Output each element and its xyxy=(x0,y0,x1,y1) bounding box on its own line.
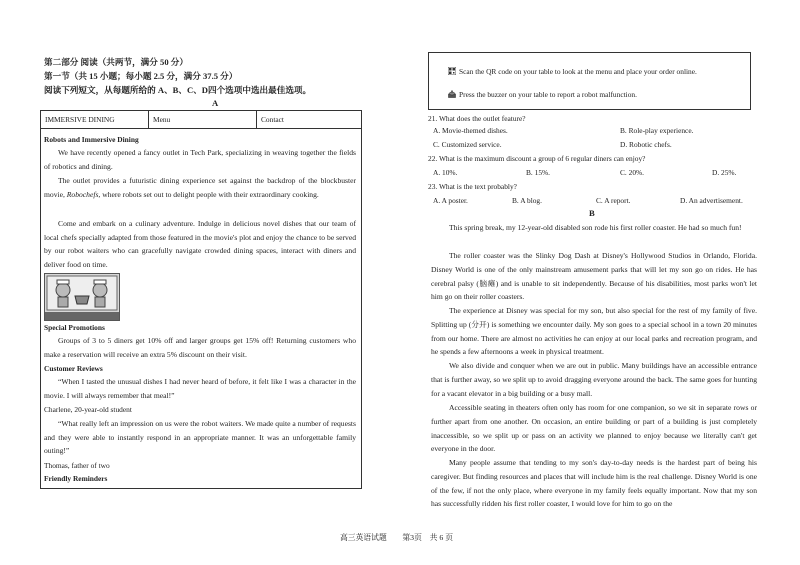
nav-item-immersive-dining: IMMERSIVE DINING xyxy=(45,115,115,124)
ad-title-reviews: Customer Reviews xyxy=(44,364,103,373)
question-23-option-a: A. A poster. xyxy=(433,196,468,205)
robot-chefs-image xyxy=(44,273,120,321)
ad-title-robots: Robots and Immersive Dining xyxy=(44,135,139,144)
question-22-stem: 22. What is the maximum discount a group of 6 regular diners can enjoy? xyxy=(428,154,646,163)
ad-title-promotions: Special Promotions xyxy=(44,323,105,332)
nav-item-contact: Contact xyxy=(261,115,284,124)
passage-b-paragraph-2: The roller coaster was the Slinky Dog Dash at Disney's Hollywood Studios in Orlando, Florida. Disney World is one of the only mainstream amusement parks that will let my son go on rides. He has cerebral palsy (脑瘫) and is unable to sit independently. Because of his disabilities, most parks won't let him go on their roller coasters. xyxy=(431,251,757,302)
passage-b-label: B xyxy=(589,208,595,218)
question-22-option-a: A. 10%. xyxy=(433,168,458,177)
nav-item-menu: Menu xyxy=(153,115,171,124)
question-23-option-b: B. A blog. xyxy=(512,196,542,205)
passage-b-paragraph-4: We also divide and conquer when we are out in public. Many buildings have an accessible entrance that is further away, so we split up to avoid dragging everyone around the back. The same goes for hunting for a vacant elevator in a big building or a busy mall. xyxy=(431,361,757,398)
passage-b-paragraph-3: The experience at Disney was special for my son, but also special for the rest of my family of five. Splitting up (分开) is something we encounter daily. My son goes to a special school in a town 20 minutes from our home. There are almost no activities he can enjoy at our local parks and recreation program, and he spends a few afternoons a week in physical treatment. xyxy=(431,306,757,357)
question-23-option-c: C. A report. xyxy=(596,196,631,205)
question-23-option-d: D. An advertisement. xyxy=(680,196,743,205)
passage-b-paragraph-5: Accessible seating in theaters often only has room for one companion, so we sit in separate rows or further apart from one another. On occasion, an entire building or part of a building is just completely inaccessible, so we split up or pass on an activity we planned to enjoy because we literally can't get everyone in the door. xyxy=(431,403,757,454)
section-sub-heading: 第一节（共 15 小题；每小题 2.5 分，满分 37.5 分） xyxy=(44,71,238,81)
question-22-option-d: D. 25%. xyxy=(712,168,737,177)
ad-title-reminders: Friendly Reminders xyxy=(44,474,108,483)
reminder-qr: Scan the QR code on your table to look at the menu and place your order online. xyxy=(448,67,697,76)
review-charlene: “When I tasted the unusual dishes I had never heard of before, it felt like I was a character in the movie. I will always remember that meal!” xyxy=(44,377,356,400)
question-22-option-c: C. 20%. xyxy=(620,168,645,177)
qr-code-icon xyxy=(448,67,456,75)
page-footer: 高三英语试题 第3页 共 6 页 xyxy=(340,533,454,542)
passage-b-paragraph-1: This spring break, my 12-year-old disabled son rode his first roller coaster. He had so much fun! xyxy=(449,223,742,232)
section-instruction: 阅读下列短文，从每题所给的 A、B、C、D四个选项中选出最佳选项。 xyxy=(44,85,312,95)
ad-paragraph-promotions: Groups of 3 to 5 diners get 10% off and larger groups get 15% off! Returning customers who make a reservation will receive an extra 5% discount on their visit. xyxy=(44,336,356,359)
question-21-option-d: D. Robotic chefs. xyxy=(620,140,672,149)
review-thomas: “What really left an impression on us were the robot waiters. We made quite a number of requests and they were able to instantly respond in an appropriate manner. It was an unforgettable family outing!” xyxy=(44,419,356,455)
buzzer-icon xyxy=(448,90,456,98)
movie-title: Robochefs xyxy=(66,189,99,199)
ad-paragraph-2: The outlet provides a futuristic dining experience set against the backdrop of the blockbuster movie, Robochefs, where robots set out to delight people with their extraordinary cooking. xyxy=(44,176,356,199)
section-part-heading: 第二部分 阅读（共两节，满分 50 分） xyxy=(44,57,188,67)
passage-b-paragraph-6: Many people assume that tending to my son's day-to-day needs is the hardest part of being his caregiver. But finding resources and places that will include him is the real challenge. Disney World is one of the few, if not the only place, where everyone in my family feels equally important. Now that my son has successfully ridden his first roller coaster, I would love for him to go on the xyxy=(431,458,757,509)
passage-a-label: A xyxy=(212,98,219,108)
reminder-buzzer: Press the buzzer on your table to report a robot malfunction. xyxy=(448,90,637,99)
review-charlene-author: Charlene, 20-year-old student xyxy=(44,405,132,414)
question-21-option-b: B. Role-play experience. xyxy=(620,126,694,135)
review-thomas-author: Thomas, father of two xyxy=(44,461,110,470)
ad-paragraph-3: Come and embark on a culinary adventure. Indulge in delicious novel dishes that our team of local chefs specially adapted from those featured in the movie's plot and enjoy the chance to be served by our robot waiters who can gracefully navigate crowded dining spaces, interact with diners and deliver food on time. xyxy=(44,219,356,269)
question-21-option-c: C. Customized service. xyxy=(433,140,502,149)
question-22-option-b: B. 15%. xyxy=(526,168,551,177)
question-21-option-a: A. Movie-themed dishes. xyxy=(433,126,508,135)
question-23-stem: 23. What is the text probably? xyxy=(428,182,517,191)
question-21-stem: 21. What does the outlet feature? xyxy=(428,114,526,123)
reminders-box xyxy=(428,52,751,110)
ad-paragraph-1: We have recently opened a fancy outlet in Tech Park, specializing in weaving together the fields of robotics and dining. xyxy=(44,148,356,171)
ad-nav-bar xyxy=(40,110,361,129)
